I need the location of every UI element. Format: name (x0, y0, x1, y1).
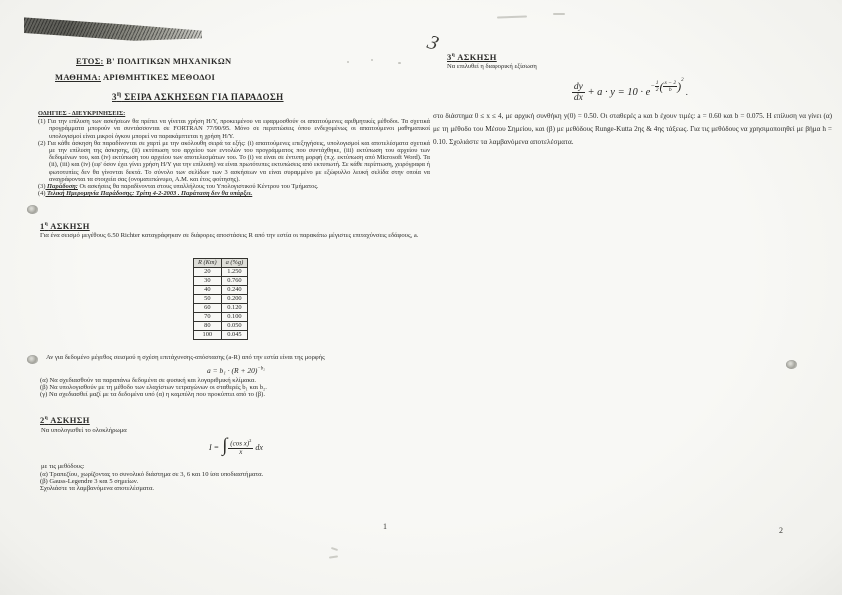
item-text: Για την επίλυση των ασκήσεων θα πρέπει να γίνεται χρήση Η/Υ, προκειμένου να εφαρμοσθούν οι απαιτούμενες αριθμητικές μέθοδοι. Τα σχετικά προγράμματα μπορούν να συντάσσονται σε FORTRAN 77/90/95. Μόνο σε περιπτώσεις όπου ενδεχομένως οι απαιτούμενοι μαθηματικοί υπολογισμοί είναι μικροί όγκου μπορεί να παρακάμπτεται η χρήση Η/Υ. (45, 118, 430, 140)
course-value: ΑΡΙΘΜΗΤΙΚΕΣ ΜΕΘΟΔΟΙ (100, 72, 216, 82)
method-beta (40, 478, 432, 485)
method-text: Gauss-Legendre 3 και 5 σημείων. (47, 478, 139, 486)
table-row (194, 268, 248, 277)
table-row (194, 295, 248, 304)
instructions-heading: ΟΔΗΓΙΕΣ - ΔΙΕΥΚΡΙΝΗΣΕΙΣ: (38, 110, 126, 117)
item-number: (4) (38, 190, 46, 198)
exercise1-title (40, 221, 90, 231)
instructions-section (38, 110, 430, 197)
dy-dx-fraction (572, 82, 585, 104)
item-number: (2) (38, 139, 46, 147)
course-label: ΜΑΘΗΜΑ: (55, 72, 101, 82)
exercise3-title (447, 52, 497, 62)
table-cell-a: 0.045 (221, 331, 248, 340)
exercise-number: 1 (40, 221, 45, 231)
fraction-denominator: b (668, 87, 672, 94)
series-ordinal-sup: η (116, 89, 122, 98)
instruction-item-1 (38, 118, 430, 140)
task-alpha (40, 377, 432, 384)
scan-noise-dash (553, 13, 565, 15)
item-text: Οι ασκήσεις θα παραδίνονται στους υπαλλήλους του Υπολογιστικού Κέντρου του Τμήματος. (77, 183, 319, 191)
exercise1-intro: Για ένα σεισμό μεγέθους 6.50 Richter καταγράφηκαν σε διάφορες αποστάσεις R από την εστία οι παρακάτω μέγιστες επιταχύνσεις εδάφους, a. (40, 232, 419, 239)
scan-noise-speck (347, 61, 349, 63)
item-lead: Τελική Ημερομηνία Παράδοσης: (45, 190, 135, 198)
header-year-line (76, 56, 231, 66)
table-row (194, 331, 248, 340)
table-cell-a: 0.100 (221, 313, 248, 322)
exercise-number: 2 (40, 415, 45, 425)
table-row (194, 277, 248, 286)
table-cell-r: 70 (194, 313, 222, 322)
attenuation-formula (40, 366, 432, 375)
table-cell-r: 100 (194, 331, 222, 340)
close-paren: ) (677, 79, 682, 94)
page-number-1: 1 (383, 522, 387, 531)
exercise3-body: στο διάστημα 0 ≤ x ≤ 4, με αρχική συνθήκη y(0) = 0.50. Οι σταθερές a και b έχουν τιμές: a = 0.60 και b = 0.075. Η επίλυση να γίνει (α) με τη μέθοδο του Μέσου Σημείου, και (β) με μεθόδους Runge-Kutta 2ης & 4ης τάξεως. Για τις μεθόδους να χρησιμοποιηθεί με βήμα h = 0.10. Σχολιάστε τα λαμβανόμενα αποτελέσματα. (433, 112, 832, 146)
instruction-item-4 (38, 190, 430, 197)
task-number: (β) (40, 384, 48, 392)
fraction-denominator: dx (573, 93, 583, 104)
year-label: ΕΤΟΣ: (76, 56, 104, 66)
method-alpha (40, 471, 432, 478)
formula-base: a = b₁ · (R + 20) (206, 366, 258, 375)
year-value: Β' ΠΟΛΙΤΙΚΩΝ ΜΗΧΑΝΙΚΩΝ (103, 56, 232, 66)
task-text: Να υπολογισθούν με τη μέθοδο των ελαχίστων τετραγώνων οι σταθερές b₁ και b₂. (47, 384, 267, 392)
fraction-numerator: x − 2 (664, 79, 677, 86)
task-text: Να σχεδιασθεί μαζί με τα δεδομένα υπό (α) η καμπύλη που προκύπτει από το (β). (47, 391, 265, 399)
outer-exponent: 2 (681, 78, 684, 83)
scan-artifact-dark-corner (24, 12, 202, 42)
method-text: Τραπεζίου, χωρίζοντας το συνολικό διάστημα σε 3, 6 και 10 ίσα υποδιαστήματα. (47, 471, 264, 478)
task-beta (40, 384, 432, 391)
numerator-exponent: 2 (249, 438, 252, 444)
table-cell-r: 30 (194, 277, 222, 286)
table-cell-a: 1.250 (221, 268, 248, 277)
table-header-distance: R (Km) (194, 259, 222, 268)
series-number: 3 (112, 92, 117, 102)
scan-noise-speck (371, 59, 373, 61)
table-cell-a: 0.050 (221, 322, 248, 331)
table-cell-a: 0.120 (221, 304, 248, 313)
task-number: (γ) (40, 391, 48, 399)
item-text: Τρίτη 4-2-2003 . Παράταση δεν θα υπάρξει. (134, 190, 253, 198)
fraction-denominator: x (239, 448, 243, 457)
equation-period: . (683, 87, 689, 97)
item-number: (1) (38, 118, 46, 126)
table-row (194, 304, 248, 313)
exercise2-intro: Να υπολογισθεί το ολοκλήρωμα (41, 427, 127, 434)
scan-noise-dash (497, 15, 527, 18)
exercise2-closing: Σχολιάστε τα λαμβανόμενα αποτελέσματα. (40, 485, 155, 493)
exponent-minus: − (650, 83, 655, 90)
item-number: (3) (38, 183, 46, 191)
exercise1-tasks (40, 377, 432, 399)
integral-sign: ∫ (222, 435, 228, 456)
exercise-ordinal-sup: η (44, 415, 49, 422)
instruction-item-3 (38, 183, 430, 190)
ode-equation (430, 78, 830, 104)
scan-noise-speck (398, 62, 401, 64)
task-gamma (40, 391, 432, 398)
formula-exponent: −b₂ (257, 366, 266, 372)
page-number-2: 2 (779, 526, 783, 535)
table-row (194, 322, 248, 331)
table-cell-a: 0.200 (221, 295, 248, 304)
fraction-numerator: 1 (655, 79, 659, 86)
exercise2-methods-label: με τις μεθόδους: (41, 463, 85, 470)
exercise-ordinal-sup: η (451, 52, 456, 59)
exercise-title-text: ΑΣΚΗΣΗ (48, 221, 90, 231)
stamp-mark-icon (786, 360, 797, 369)
scan-noise-scribble (329, 555, 338, 558)
table-header-row (194, 259, 248, 268)
table-cell-r: 40 (194, 286, 222, 295)
table-cell-r: 60 (194, 304, 222, 313)
integral-lhs: I = (209, 442, 222, 452)
integral-dx: dx (255, 442, 263, 452)
numerator-text: (cos x) (230, 439, 250, 448)
item-lead: Παράδοση: (45, 183, 78, 191)
inner-fraction (663, 80, 677, 93)
scan-noise-scribble (331, 547, 338, 551)
exercise3-intro: Να επιλυθεί η διαφορική εξίσωση (447, 63, 537, 70)
instruction-item-2 (38, 140, 430, 183)
series-text: ΣΕΙΡΑ ΑΣΚΗΣΕΩΝ ΓΙΑ ΠΑΡΑΔΟΣΗ (121, 92, 284, 102)
task-number: (α) (40, 377, 48, 384)
handwritten-mark-3: 3 (424, 31, 442, 55)
acceleration-distance-table (193, 258, 248, 340)
task-text: Να σχεδιασθούν τα παραπάνω δεδομένα σε φυσική και λογαριθμική κλίμακα. (47, 377, 256, 384)
exercise-ordinal-sup: η (44, 221, 49, 228)
table-cell-r: 80 (194, 322, 222, 331)
table-header-acceleration: a (%g) (221, 259, 248, 268)
method-number: (β) (40, 478, 48, 486)
method-number: (α) (40, 471, 48, 478)
open-paren: ( (659, 79, 664, 94)
table-row (194, 286, 248, 295)
fraction-denominator: 2 (655, 87, 659, 94)
exercise-title-text: ΑΣΚΗΣΗ (48, 415, 90, 425)
item-text: Για κάθε άσκηση θα παραδίνονται σε χαρτί με την ακόλουθη σειρά τα εξής: (i) απαιτούμενες επεξηγήσεις, υπολογισμοί και αποτελέσματα σχετικά με την επίλυση της άσκησης, (ii) εκτύπωση του αρχείου των εντολών του προγράμματος που συντάχθηκε, (iii) εκτύπωση του αρχείου των δεδομένων του, και (iv) εκτύπωση του αρχείου των αποτελεσμάτων του. Το (i) να είναι σε έντυπη μορφή (π.χ. εκτύπωση από Microsoft Word). Τα (ii), (iii) και (iv) (εφ' όσον έχει γίνει χρήση Η/Υ για την επίλυση) να είναι πρωτότυπες εκτυπώσεις από εκτυπωτή. Σε κάθε περίπτωση, χειρόγραφα ή φωτοτυπίες δεν θα γίνονται δεκτά. Το σύνολο των σελίδων των 3 ασκήσεων να είναι συραμμένο με εξώφυλλο λευκή σελίδα στην οποία να αναγράφονται τα στοιχεία σας (ονοματεπώνυμο, Α.Μ. και έτος φοίτησης). (45, 139, 430, 183)
exercise2-title (40, 415, 90, 425)
exercise1-relation-intro: Αν για δεδομένο μέγεθος σεισμού η σχέση επιτάχυνσης-απόστασης (a-R) από την εστία είναι της μορφής (46, 354, 325, 361)
exponent-group (650, 78, 683, 93)
table-cell-r: 20 (194, 268, 222, 277)
exercise-title-text: ΑΣΚΗΣΗ (455, 52, 497, 62)
equation-middle: + a · y = 10 · e (584, 87, 651, 98)
stamp-mark-icon (27, 205, 38, 214)
integral-formula (40, 437, 432, 459)
table-cell-a: 0.240 (221, 286, 248, 295)
header-series-title (112, 89, 284, 102)
exercise-number: 3 (447, 52, 452, 62)
fraction-numerator: dy (573, 81, 583, 92)
table-row (194, 313, 248, 322)
integral-fraction (228, 439, 253, 457)
table-cell-a: 0.760 (221, 277, 248, 286)
header-course-line (55, 72, 215, 82)
stamp-mark-icon (27, 355, 38, 364)
exercise2-methods (40, 471, 432, 493)
table-cell-r: 50 (194, 295, 222, 304)
